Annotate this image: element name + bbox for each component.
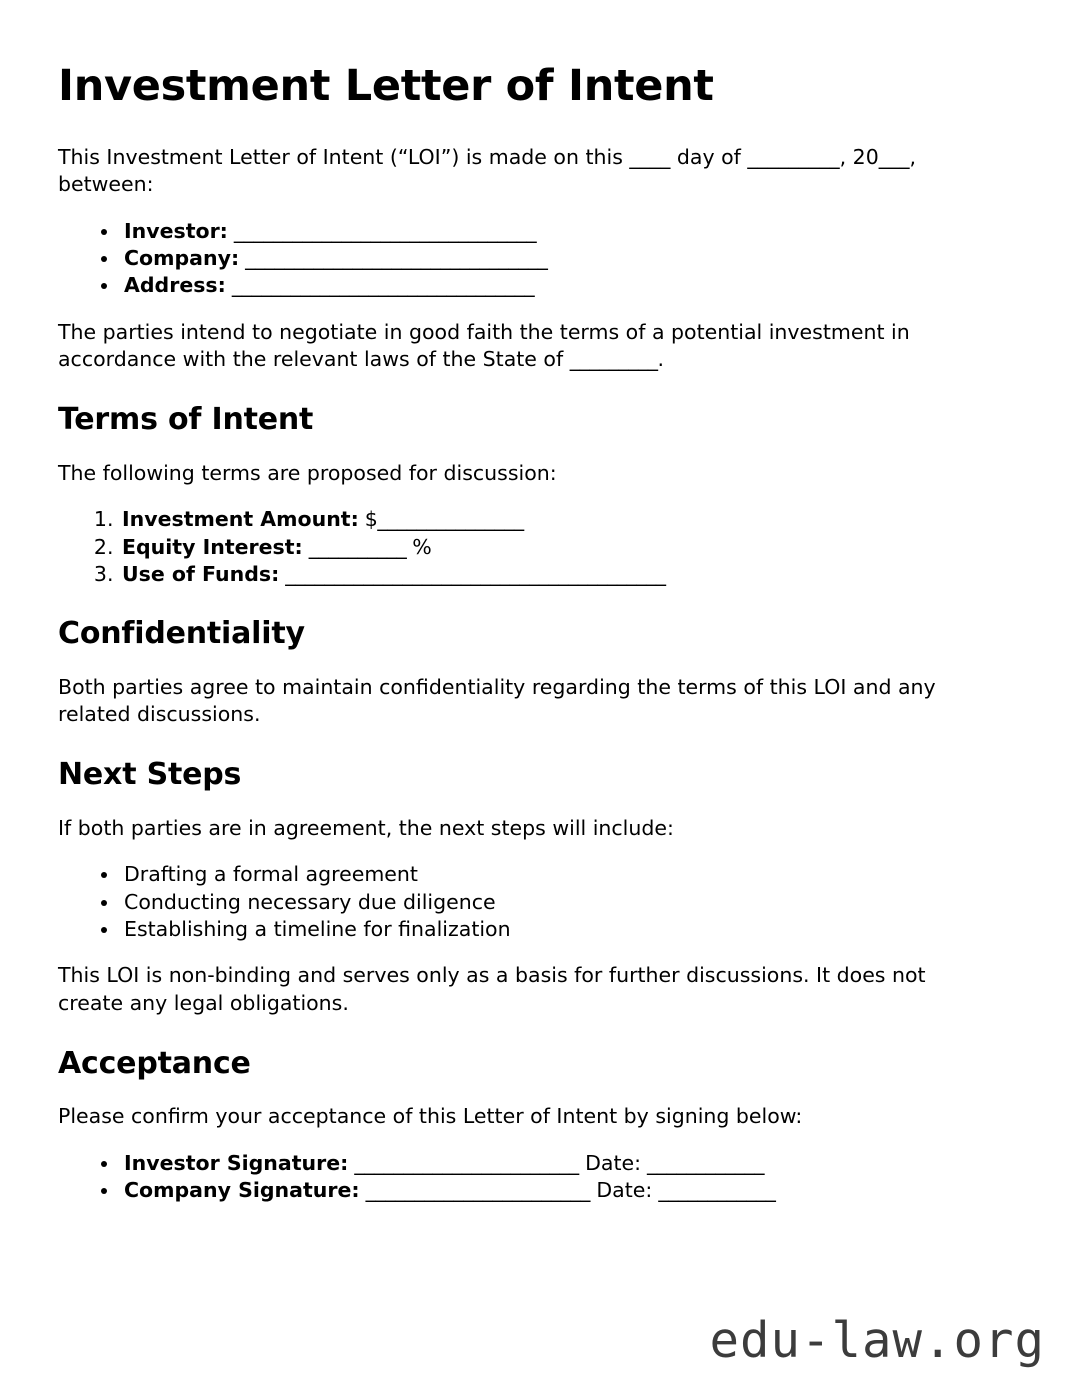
good-faith-paragraph: [58, 319, 963, 374]
list-item: • Drafting a formal agreement: [120, 862, 1035, 887]
list-item: [120, 246, 1035, 271]
section-heading-terms-of-intent: Terms of Intent: [58, 402, 314, 438]
terms-lead-text: The following terms are proposed for discussion:: [58, 460, 557, 485]
good-faith-text-1: The parties intend to negotiate in good faith the terms of a potential investment in accordance with the relevant laws of the State of: [58, 319, 910, 372]
intro-text: This Investment Letter of Intent (“LOI”) is made on this ____ day of _________, 20___, between:: [58, 145, 917, 197]
terms-numbered-list: [58, 507, 1035, 587]
date-label-company: Date:: [589, 1177, 653, 1202]
list-item: [120, 219, 1035, 244]
party-label-investor: Investor:: [124, 218, 228, 243]
list-item: [120, 1151, 1035, 1176]
section-heading-confidentiality: Confidentiality: [58, 616, 305, 652]
list-item: [120, 535, 1035, 560]
term-label-use-of-funds: Use of Funds:: [122, 561, 280, 586]
date-label-investor: Date:: [578, 1150, 642, 1175]
signature-label-company: Company Signature:: [124, 1177, 360, 1202]
signature-blank-company[interactable]: _______________________: [359, 1177, 590, 1202]
term-blank-investment-amount[interactable]: $_______________: [358, 507, 524, 532]
list-item: [120, 562, 1035, 587]
acceptance-lead-text: Please confirm your acceptance of this Letter of Intent by signing below:: [58, 1104, 803, 1129]
signature-blank-investor[interactable]: _______________________: [348, 1150, 579, 1175]
section-heading-next-steps: Next Steps: [58, 757, 242, 793]
signature-list: [58, 1151, 1035, 1204]
list-item: [120, 507, 1035, 532]
party-blank-address[interactable]: _______________________________: [225, 273, 535, 298]
parties-list: [58, 219, 1035, 299]
confidentiality-paragraph: Both parties agree to maintain confidentiality regarding the terms of this LOI and any related discussions.: [58, 674, 936, 727]
next-steps-closing-paragraph: This LOI is non-binding and serves only as a basis for further discussions. It does not create any legal obligations.: [58, 963, 926, 1015]
section-heading-acceptance: Acceptance: [58, 1045, 251, 1081]
next-steps-list: [58, 862, 1035, 942]
party-blank-investor[interactable]: _______________________________: [227, 218, 537, 243]
list-item: [120, 273, 1035, 298]
date-blank-investor[interactable]: ____________: [641, 1150, 765, 1175]
term-label-investment-amount: Investment Amount:: [122, 507, 359, 532]
page-title: Investment Letter of Intent: [58, 61, 714, 111]
intro-paragraph: [58, 144, 963, 199]
state-blank[interactable]: _________: [569, 347, 658, 372]
list-item: • Conducting necessary due diligence: [120, 890, 1035, 915]
term-blank-use-of-funds[interactable]: _______________________________________: [279, 561, 666, 586]
party-label-address: Address:: [124, 273, 226, 298]
site-watermark: edu-law.org: [709, 1312, 1045, 1369]
next-steps-lead-text: If both parties are in agreement, the next steps will include:: [58, 815, 674, 840]
party-blank-company[interactable]: _______________________________: [239, 246, 548, 271]
date-blank-company[interactable]: ____________: [652, 1177, 776, 1202]
term-blank-equity-interest[interactable]: __________ %: [302, 534, 432, 559]
signature-label-investor: Investor Signature:: [124, 1150, 349, 1175]
party-label-company: Company:: [124, 246, 240, 271]
list-item: • Establishing a timeline for finalization: [120, 917, 1035, 942]
term-label-equity-interest: Equity Interest:: [122, 534, 303, 559]
good-faith-text-2: .: [657, 347, 664, 372]
list-item: [120, 1178, 1035, 1203]
